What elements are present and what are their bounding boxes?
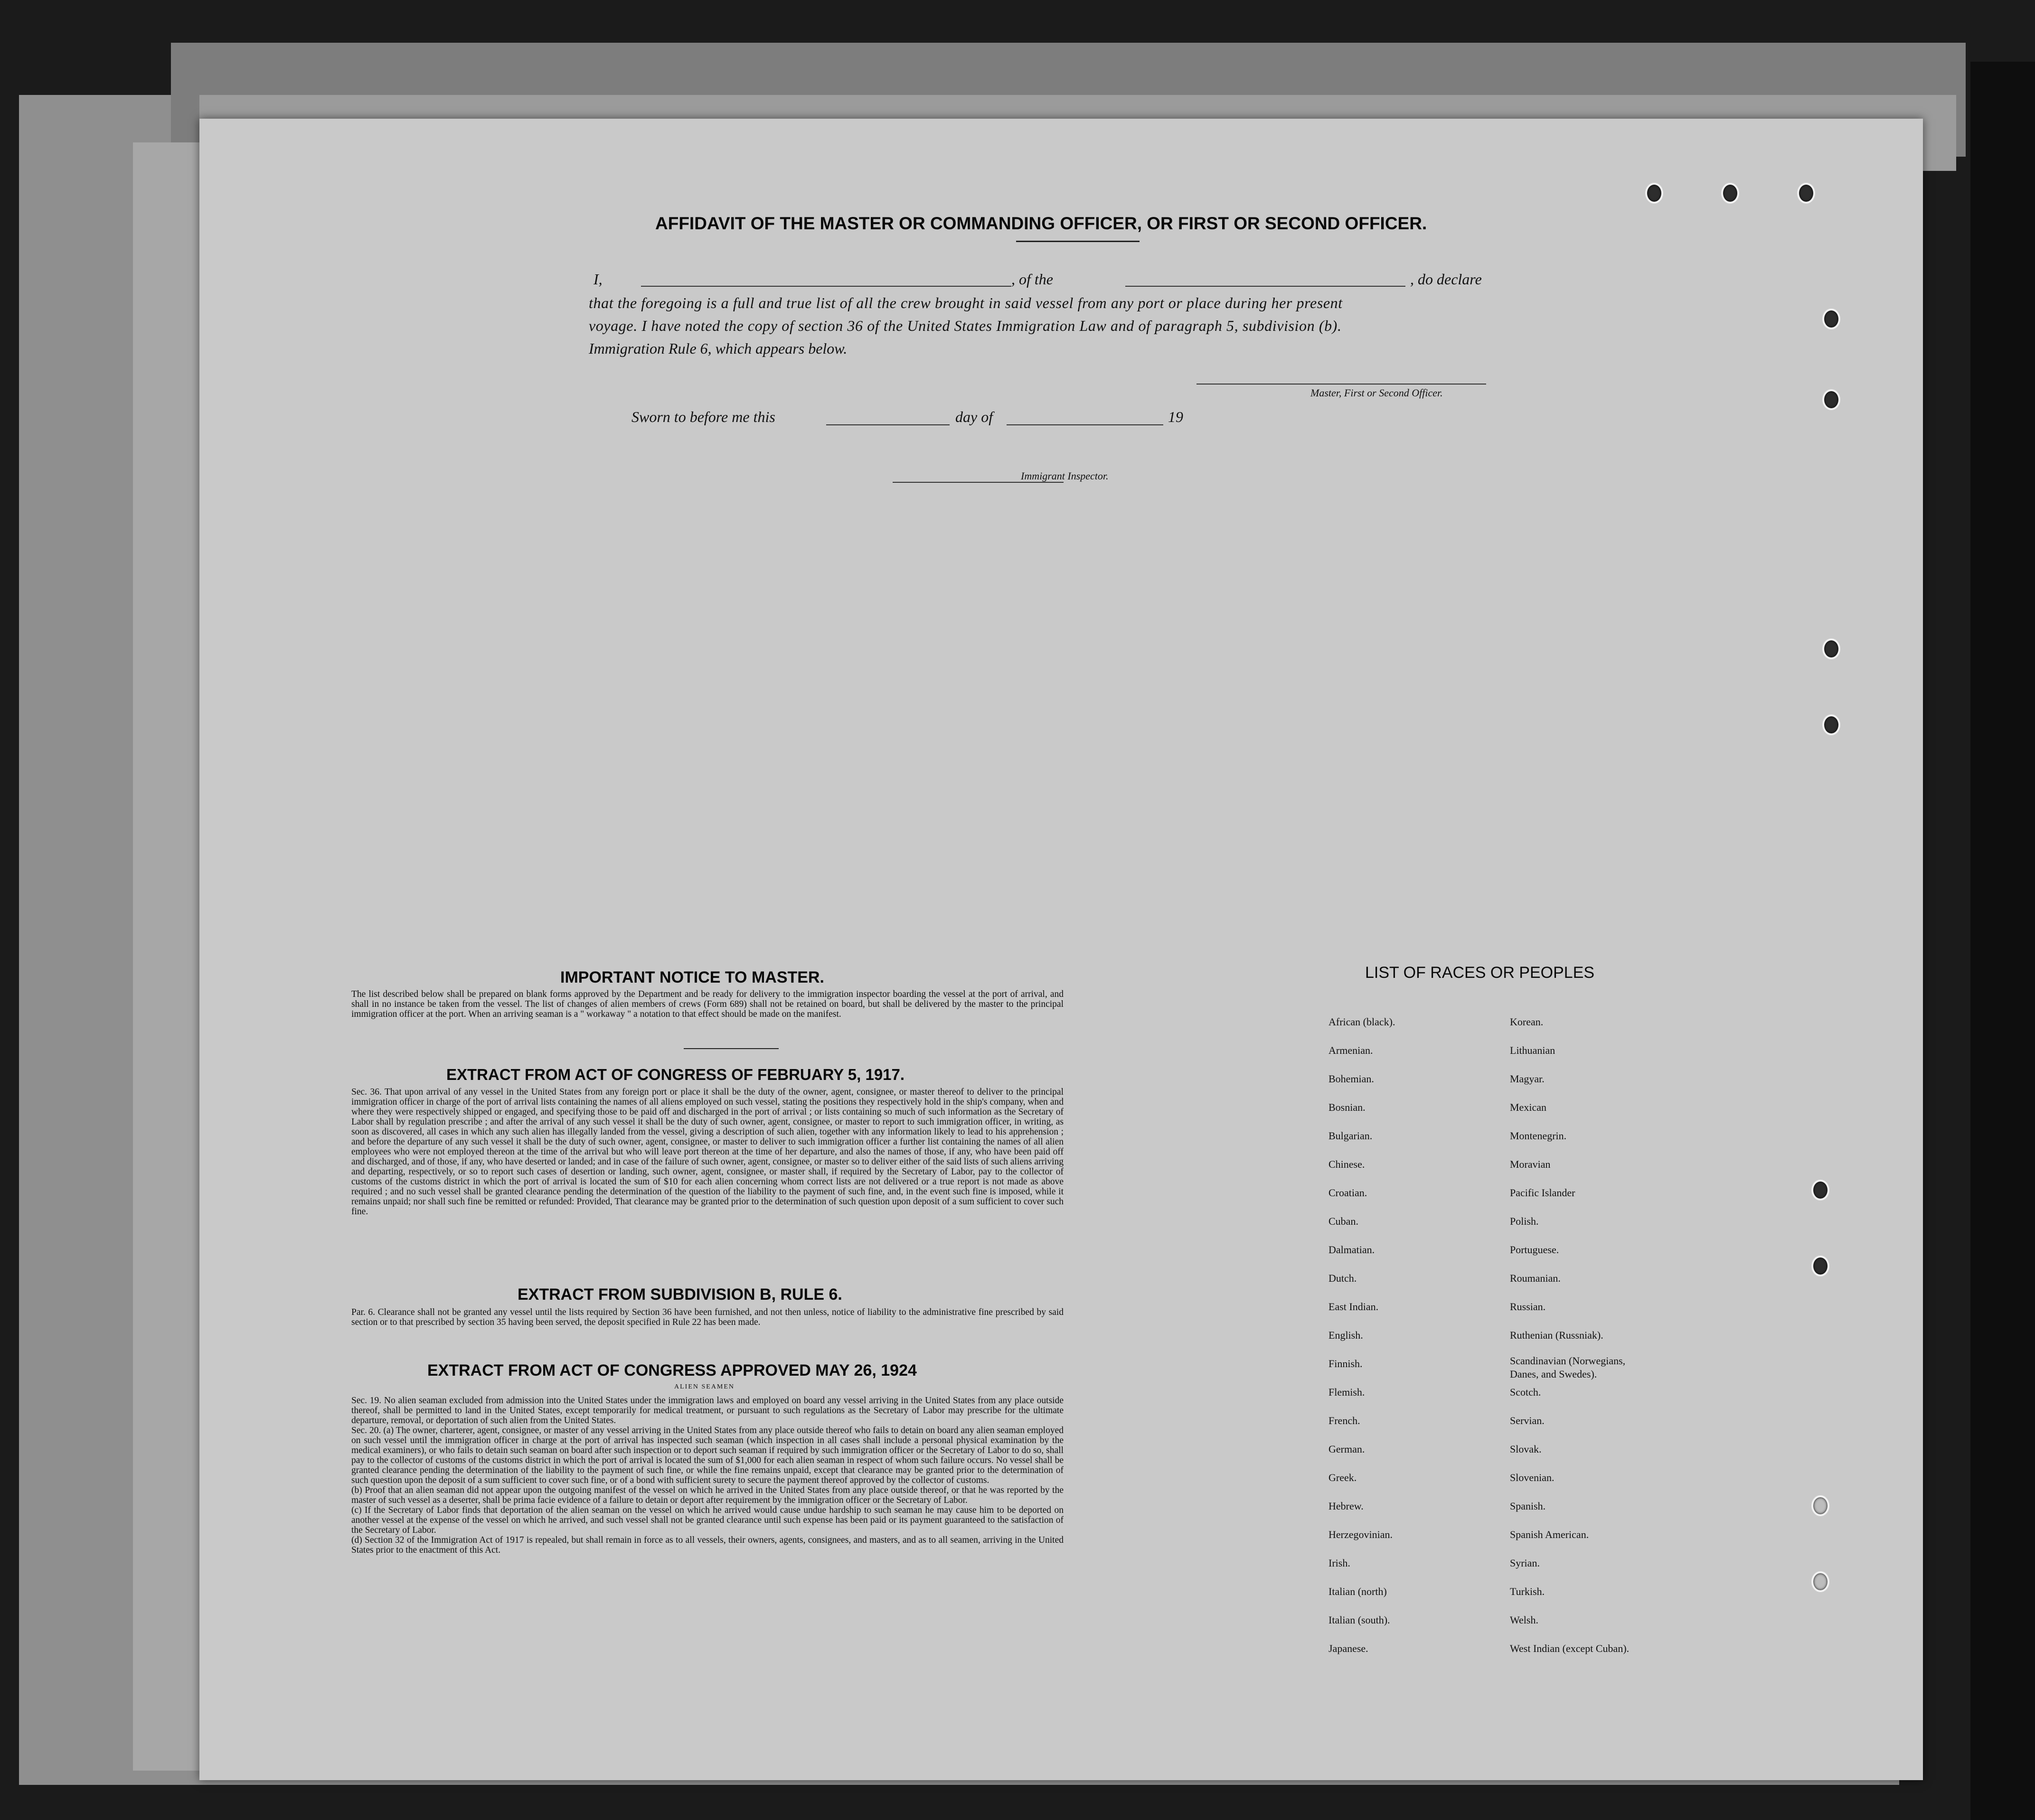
race-item: Dalmatian. <box>1328 1244 1375 1256</box>
race-item: Magyar. <box>1510 1073 1545 1085</box>
punch-hole <box>1721 183 1739 204</box>
inspector-caption: Immigrant Inspector. <box>1021 470 1109 482</box>
race-item: Greek. <box>1328 1472 1357 1483</box>
race-item: Scotch. <box>1510 1386 1541 1398</box>
race-item: Mexican <box>1510 1101 1546 1113</box>
extract-1917-title: EXTRACT FROM ACT OF CONGRESS OF FEBRUARY 5, 1917. <box>446 1066 905 1083</box>
affidavit-line-3: voyage. I have noted the copy of section 36 of the United States Immigration Law and of paragraph 5, subdivision (b). <box>589 317 1342 334</box>
notice-title: IMPORTANT NOTICE TO MASTER. <box>560 968 824 986</box>
punch-hole <box>1797 183 1815 204</box>
affidavit-of-the: , of the <box>1011 271 1053 288</box>
extract-1917-text: Sec. 36. That upon arrival of any vessel in the United States from any foreign port or place it shall be the duty of the owner, agent, consignee, or master thereof to deliver to the principal immigration officer in charge of the port of arrival lists containing the names of all aliens employed on such vessel, stating the positions they respectively hold in the ship's company, when and where they were respectively shipped or engaged, and specifying those to be paid off and discharged in the port of arrival ; or lists containing so much of such information as the Secretary of Labor shall by regulation prescribe ; and after the arrival of any such vessel it shall be the duty of such owner, agent, consignee, or master to report to such immigration officer, in writing, as soon as discovered, all cases in which any such alien has illegally landed from the vessel, giving a description of such alien, together with any information likely to lead to his apprehension ; and before the departure of any such vessel it shall be the duty of such owner, agent, consignee, or master to deliver to such immigration officer a further list containing the names of all alien employees who were not employed thereon at the time of the arrival but who will leave port thereon at the time of her departure, and also the names of those, if any, who have been paid off and discharged, and of those, if any, who have deserted or landed; and in case of the failure of such owner, agent, consignee, or master so to deliver either of the said lists of such aliens arriving and departing, respectively, or so to report such cases of desertion or landing, such owner, agent, consignee, or master shall, if required by the Secretary of Labor, pay to the collector of customs of the customs district in which the port of arrival is located the sum of $10 for each alien concerning whom correct lists are not delivered or a true report is not made as above required ; and no such vessel shall be granted clearance pending the determination of the question of the liability to the payment of such fine, and, in the event such fine is imposed, while it remains unpaid; nor shall such fine be remitted or refunded: Provided, That clearance may be granted prior to the determination of such question upon deposit of a sum sufficient to cover such fine. <box>351 1087 1064 1217</box>
punch-hole <box>1822 714 1840 735</box>
race-item: Dutch. <box>1328 1272 1357 1284</box>
race-item: Bosnian. <box>1328 1101 1366 1113</box>
race-item: Armenian. <box>1328 1044 1373 1056</box>
race-item: Turkish. <box>1510 1585 1545 1597</box>
race-item: Montenegrin. <box>1510 1130 1567 1142</box>
notice-divider <box>684 1048 779 1049</box>
race-item: Herzegovinian. <box>1328 1529 1393 1540</box>
title-divider <box>1016 241 1140 242</box>
extract-1924-text: Sec. 19. No alien seaman excluded from admission into the United States under the immigration laws and employed on board any vessel arriving in the United States from any place outside thereof, shall be permitted to land in the United States, except temporarily for medical treatment, or pursuant to such regulations as the Secretary of Labor may prescribe for the ultimate departure, removal, or deportation of such alien from the United States. Sec. 20. (a) The owner, charterer, agent, consignee, or master of any vessel arriving in the United States from any place outside thereof who fails to detain on board any alien seaman employed on such vessel until the immigration officer in charge at the port of arrival has inspected such seaman (which inspection in all cases shall include a personal physical examination by the medical examiners), or who fails to detain such seaman on board after such inspection or to deport such seaman if required by such immigration officer or the Secretary of Labor to do so, shall pay to the collector of customs of the customs district in which the port of arrival is located the sum of $1,000 for each alien seaman in respect of whom such failure occurs. No vessel shall be granted clearance pending the determination of the liability to the payment of such fine, or while the fine remains unpaid, except that clearance may be granted prior to the determination of such question upon the deposit of a sum sufficient to cover such fine, or of a bond with sufficient surety to secure the payment thereof approved by the collector of customs. (b) Proof that an alien seaman did not appear upon the outgoing manifest of the vessel on which he arrived in the United States from any place outside thereof, or that he was reported by the master of such vessel as a deserter, shall be prima facie evidence of a failure to detain or deport after requirement by the immigration officer or the Secretary of Labor. (c) If the Secretary of Labor finds that deportation of the alien seaman on the vessel on which he arrived would cause undue hardship to such seaman he may cause him to be deported on another vessel at the expense of the vessel on which he arrived, and such vessel shall not be granted clearance until such expense has been paid or its payment guaranteed to the satisfaction of the Secretary of Labor. (d) Section 32 of the Immigration Act of 1917 is repealed, but shall remain in force as to all vessels, their owners, agents, consignees, and masters, and as to all seamen, arriving in the United States prior to the enactment of this Act. <box>351 1396 1064 1555</box>
race-item: German. <box>1328 1443 1365 1455</box>
dark-right-edge <box>1970 62 2035 1820</box>
race-item: Pacific Islander <box>1510 1187 1575 1199</box>
notice-text: The list described below shall be prepared on blank forms approved by the Department and be ready for delivery to the immigration inspector boarding the vessel at the port of arrival, and shall in no instance be taken from the vessel. The list of changes of alien members of crews (Form 689) shall not be retained on board, but shall be delivered by the master to the principal immigration officer at the port. When an arriving seaman is a " workaway " a notation to that effect should be made on the manifest. <box>351 989 1064 1019</box>
race-item: Cuban. <box>1328 1215 1358 1227</box>
race-item: Spanish American. <box>1510 1529 1589 1540</box>
punch-hole <box>1822 389 1840 410</box>
punch-hole <box>1811 1256 1829 1276</box>
extract-rule6-title: EXTRACT FROM SUBDIVISION B, RULE 6. <box>518 1285 842 1304</box>
race-item: Italian (south). <box>1328 1614 1390 1626</box>
race-item: Scandinavian (Norwegians, <box>1510 1355 1626 1367</box>
affidavit-line-2: that the foregoing is a full and true list of all the crew brought in said vessel from any port or place during her present <box>589 294 1343 311</box>
race-item: East Indian. <box>1328 1301 1379 1313</box>
race-item: Bulgarian. <box>1328 1130 1373 1142</box>
race-item: Chinese. <box>1328 1158 1365 1170</box>
extract-rule6-text: Par. 6. Clearance shall not be granted any vessel until the lists required by Section 36 have been furnished, and not then unless, notice of liability to the administrative fine prescribed by said section or to that prescribed by section 35 having been served, the deposit specified in Rule 22 has been made. <box>351 1307 1064 1327</box>
race-item: Moravian <box>1510 1158 1551 1170</box>
manifest-page <box>199 119 1923 1780</box>
race-item: French. <box>1328 1415 1360 1426</box>
punch-hole <box>1822 309 1840 329</box>
sworn-day-line <box>826 424 950 425</box>
affidavit-title: AFFIDAVIT OF THE MASTER OR COMMANDING OFFICER, OR FIRST OR SECOND OFFICER. <box>655 214 1427 233</box>
signature-line <box>1197 384 1486 385</box>
race-item: Korean. <box>1510 1016 1544 1028</box>
punch-hole <box>1811 1495 1829 1516</box>
year-prefix: 19 <box>1168 408 1183 425</box>
race-item: English. <box>1328 1329 1363 1341</box>
name-fill-line <box>641 286 1011 287</box>
race-item: Ruthenian (Russniak). <box>1510 1329 1603 1341</box>
alien-seamen-subtitle: ALIEN SEAMEN <box>674 1383 735 1390</box>
race-item: Syrian. <box>1510 1557 1540 1569</box>
race-item: Italian (north) <box>1328 1585 1387 1597</box>
affidavit-line-4: Immigration Rule 6, which appears below. <box>589 340 848 357</box>
race-item: Polish. <box>1510 1215 1539 1227</box>
race-item: Irish. <box>1328 1557 1350 1569</box>
races-title: LIST OF RACES OR PEOPLES <box>1365 964 1595 982</box>
day-of-text: day of <box>955 408 993 425</box>
race-item: Slovenian. <box>1510 1472 1555 1483</box>
race-item: Hebrew. <box>1328 1500 1364 1512</box>
race-item: Bohemian. <box>1328 1073 1374 1085</box>
race-item: Flemish. <box>1328 1386 1365 1398</box>
punch-hole <box>1822 638 1840 659</box>
race-item: Japanese. <box>1328 1642 1368 1654</box>
race-item: Croatian. <box>1328 1187 1367 1199</box>
race-item: Portuguese. <box>1510 1244 1559 1256</box>
race-item: Welsh. <box>1510 1614 1538 1626</box>
race-item: Spanish. <box>1510 1500 1546 1512</box>
vessel-fill-line <box>1125 286 1405 287</box>
race-item: Servian. <box>1510 1415 1545 1426</box>
sworn-month-line <box>1007 424 1163 425</box>
extract-1924-title: EXTRACT FROM ACT OF CONGRESS APPROVED MAY 26, 1924 <box>427 1361 917 1379</box>
race-item: African (black). <box>1328 1016 1395 1028</box>
sworn-text: Sworn to before me this <box>631 408 775 425</box>
affidavit-declare: , do declare <box>1410 271 1482 288</box>
race-item: Russian. <box>1510 1301 1546 1313</box>
race-item: Slovak. <box>1510 1443 1542 1455</box>
race-item: Lithuanian <box>1510 1044 1555 1056</box>
race-item: Danes, and Swedes). <box>1510 1368 1597 1380</box>
affidavit-i: I, <box>594 271 603 288</box>
signature-caption: Master, First or Second Officer. <box>1310 387 1443 399</box>
race-item: Roumanian. <box>1510 1272 1561 1284</box>
race-item: West Indian (except Cuban). <box>1510 1642 1630 1654</box>
punch-hole <box>1811 1571 1829 1592</box>
race-item: Finnish. <box>1328 1358 1363 1370</box>
punch-hole <box>1645 183 1663 204</box>
punch-hole <box>1811 1180 1829 1201</box>
